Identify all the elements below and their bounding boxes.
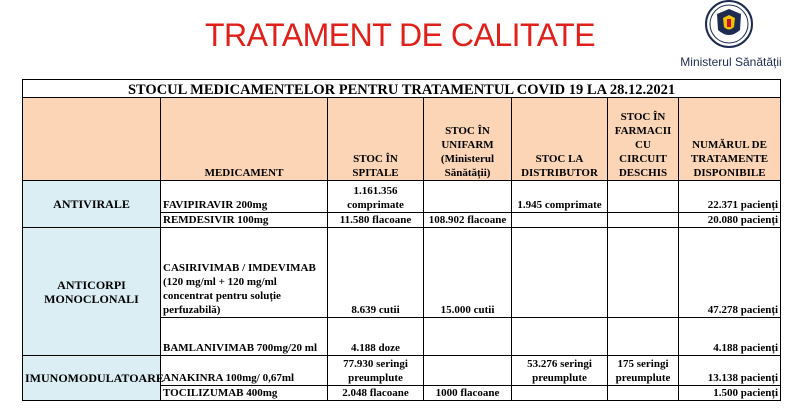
cell-stoc-farmacii: 175 seringi preumplute: [608, 356, 679, 386]
cell-medicament: BAMLANIVIMAB 700mg/20 ml: [161, 318, 328, 356]
cell-stoc-spitale: 2.048 flacoane: [328, 386, 424, 401]
cell-stoc-distribuitor: 53.276 seringi preumplute: [512, 356, 608, 386]
cell-medicament: REMDESIVIR 100mg: [161, 213, 328, 228]
romanian-government-emblem-icon: [682, 0, 776, 54]
cell-tratamente: 13.138 pacienți: [679, 356, 781, 386]
cell-tratamente: 20.080 pacienți: [679, 213, 781, 228]
cell-stoc-unifarm: [424, 181, 512, 213]
cell-stoc-spitale: 11.580 flacoane: [328, 213, 424, 228]
cell-tratamente: 1.500 pacienți: [679, 386, 781, 401]
header-numar-tratamente: NUMĂRUL DE TRATAMENTE DISPONIBILE: [679, 98, 781, 181]
cell-stoc-farmacii: [608, 228, 679, 318]
cell-stoc-distribuitor: 1.945 comprimate: [512, 181, 608, 213]
table-caption: STOCUL MEDICAMENTELOR PENTRU TRATAMENTUL COVID 19 LA 28.12.2021: [23, 80, 781, 98]
cell-medicament: CASIRIVIMAB / IMDEVIMAB (120 mg/ml + 120 mg/ml concentrat pentru soluție perfuzabilă): [161, 228, 328, 318]
cell-stoc-distribuitor: [512, 228, 608, 318]
cell-stoc-unifarm: 1000 flacoane: [424, 386, 512, 401]
category-anticorpi-monoclonali: ANTICORPI MONOCLONALI: [23, 228, 161, 356]
cell-stoc-spitale: 1.161.356 comprimate: [328, 181, 424, 213]
cell-stoc-distribuitor: [512, 386, 608, 401]
category-imunomodulatoare: IMUNOMODULATOARE: [23, 356, 161, 401]
cell-stoc-unifarm: 15.000 cutii: [424, 228, 512, 318]
cell-medicament: TOCILIZUMAB 400mg: [161, 386, 328, 401]
cell-stoc-unifarm: [424, 318, 512, 356]
medication-stock-table: [22, 79, 781, 401]
cell-stoc-unifarm: 108.902 flacoane: [424, 213, 512, 228]
slide-title: TRATAMENT DE CALITATE: [204, 17, 596, 53]
category-antivirale: ANTIVIRALE: [23, 181, 161, 228]
cell-tratamente: 4.188 pacienți: [679, 318, 781, 356]
ministry-name: Ministerul Sănătății: [680, 55, 782, 69]
header-cell: [23, 98, 161, 181]
cell-tratamente: 47.278 pacienți: [679, 228, 781, 318]
cell-medicament: FAVIPIRAVIR 200mg: [161, 181, 328, 213]
cell-stoc-farmacii: [608, 386, 679, 401]
cell-stoc-farmacii: [608, 181, 679, 213]
header-medicament: MEDICAMENT: [161, 98, 328, 181]
cell-stoc-distribuitor: [512, 318, 608, 356]
header-stoc-unifarm: STOC ÎN UNIFARM (Ministerul Sănătății): [424, 98, 512, 181]
header-stoc-farmacii: STOC ÎN FARMACII CU CIRCUIT DESCHIS: [608, 98, 679, 181]
cell-stoc-unifarm: [424, 356, 512, 386]
cell-medicament: ANAKINRA 100mg/ 0,67ml: [161, 356, 328, 386]
cell-stoc-farmacii: [608, 318, 679, 356]
header-stoc-distribuitor: STOC LA DISTRIBUTOR: [512, 98, 608, 181]
cell-stoc-farmacii: [608, 213, 679, 228]
cell-stoc-spitale: 8.639 cutii: [328, 228, 424, 318]
header-stoc-spitale: STOC ÎN SPITALE: [328, 98, 424, 181]
cell-stoc-spitale: 77.930 seringi preumplute: [328, 356, 424, 386]
cell-tratamente: 22.371 pacienți: [679, 181, 781, 213]
cell-stoc-distribuitor: [512, 213, 608, 228]
cell-stoc-spitale: 4.188 doze: [328, 318, 424, 356]
